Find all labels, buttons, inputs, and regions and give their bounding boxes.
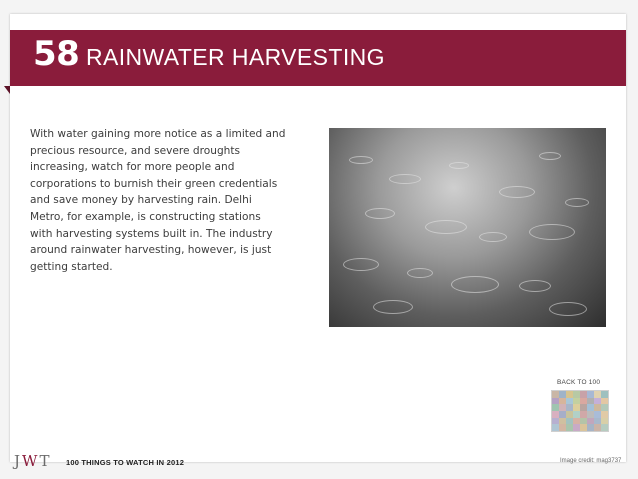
footer-title: 100 THINGS TO WATCH IN 2012 <box>66 458 185 467</box>
image-credit: Image credit: mag3737 <box>560 458 622 464</box>
item-number: 58 <box>33 34 80 74</box>
banner-fold <box>4 86 10 94</box>
body-paragraph: With water gaining more notice as a limited and precious resource, and severe droughts increasing, watch for more people and corporations to burnish their green credentials and save money by harvesting rain. Delhi Metro, for example, is constructing stations with harvesting systems built in. The industry around rainwater harvesting, however, is just getting started. <box>30 128 286 273</box>
back-to-100-label[interactable]: BACK TO 100 <box>557 379 601 386</box>
jwt-logo: JWT <box>14 452 52 470</box>
back-to-100-thumbnail-grid[interactable] <box>551 390 609 432</box>
rainwater-ripples-photo <box>329 128 606 327</box>
page-title: RAINWATER HARVESTING <box>86 44 385 70</box>
